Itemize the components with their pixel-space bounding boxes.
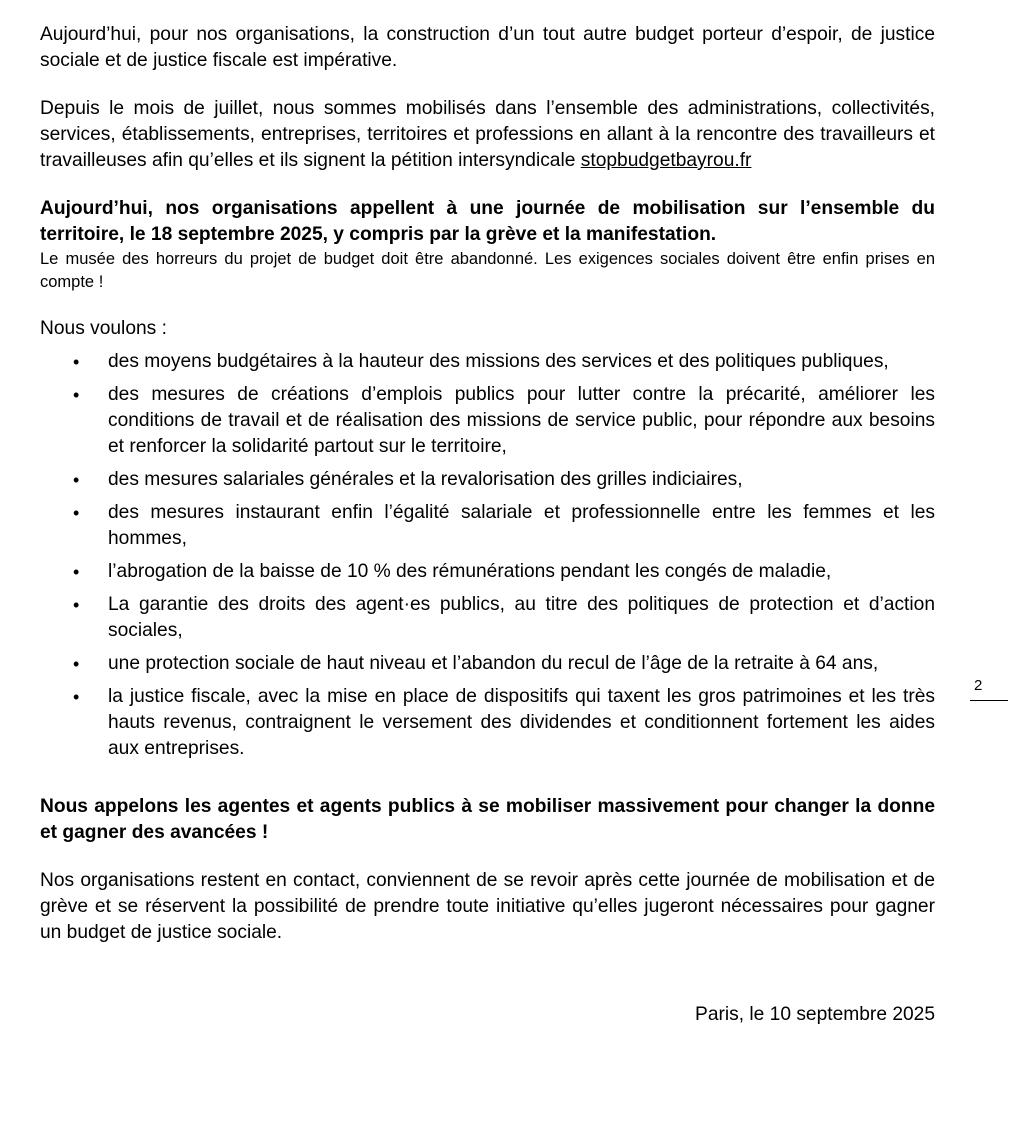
closing-paragraph: Nos organisations restent en contact, conviennent de se revoir après cette journée de mobilisation et de grève et se réservent la possibilité de prendre toute initiative qu’elles jugeront nécessaires pour gagner un budget de justice sociale. xyxy=(40,870,935,943)
bullet-icon: • xyxy=(73,687,80,707)
list-item-text: des mesures de créations d’emplois publics pour lutter contre la précarité, améliorer les conditions de travail et de réalisation des missions de service public, pour répondre aux besoins et renforcer la solidarité partout sur le territoire, xyxy=(108,384,935,457)
bullet-icon: • xyxy=(73,562,80,582)
list-item xyxy=(40,592,935,644)
demands-list xyxy=(40,349,935,762)
list-item xyxy=(40,349,935,375)
bullet-icon: • xyxy=(73,385,80,405)
petition-link[interactable]: stopbudgetbayrou.fr xyxy=(580,150,752,171)
bullet-icon: • xyxy=(73,595,80,615)
list-item xyxy=(40,467,935,493)
list-item xyxy=(40,559,935,585)
list-item-text: des moyens budgétaires à la hauteur des missions des services et des politiques publiques, xyxy=(108,351,889,372)
intro-paragraph: Aujourd’hui, pour nos organisations, la construction d’un tout autre budget porteur d’espoir, de justice sociale et de justice fiscale est impérative. xyxy=(40,24,935,71)
page-number: 2 xyxy=(974,677,983,694)
list-item-text: des mesures instaurant enfin l’égalité salariale et professionnelle entre les femmes et les hommes, xyxy=(108,502,935,549)
document-page xyxy=(40,22,935,1028)
bullet-icon: • xyxy=(73,470,80,490)
date-line: Paris, le 10 septembre 2025 xyxy=(695,1004,935,1025)
bullet-icon: • xyxy=(73,352,80,372)
bullet-icon: • xyxy=(73,654,80,674)
page-number-rule xyxy=(970,700,1008,701)
list-item-text: des mesures salariales générales et la revalorisation des grilles indiciaires, xyxy=(108,469,743,490)
list-item-text: La garantie des droits des agent·es publics, au titre des politiques de protection et d’action sociales, xyxy=(108,594,935,641)
list-item-text: une protection sociale de haut niveau et l’abandon du recul de l’âge de la retraite à 64 ans, xyxy=(108,653,879,674)
list-item-text: la justice fiscale, avec la mise en place de dispositifs qui taxent les gros patrimoines et les très hauts revenus, contraignent le versement des dividendes et conditionnent fortement les aides aux entreprises. xyxy=(108,686,935,759)
strike-call-heading: Aujourd’hui, nos organisations appellent à une journée de mobilisation sur l’ensemble du territoire, le 18 septembre 2025, y compris par la grève et la manifestation. xyxy=(40,198,935,245)
demands-intro: Nous voulons : xyxy=(40,318,167,339)
list-item xyxy=(40,684,935,762)
list-item xyxy=(40,651,935,677)
list-item xyxy=(40,382,935,460)
appeal-heading: Nous appelons les agentes et agents publics à se mobiliser massivement pour changer la donne et gagner des avancées ! xyxy=(40,796,935,843)
list-item xyxy=(40,500,935,552)
list-item-text: l’abrogation de la baisse de 10 % des rémunérations pendant les congés de maladie, xyxy=(108,561,832,582)
mobilization-paragraph xyxy=(40,96,935,174)
bullet-icon: • xyxy=(73,503,80,523)
strike-call-note: Le musée des horreurs du projet de budget doit être abandonné. Les exigences sociales doivent être enfin prises en compte ! xyxy=(40,250,935,291)
mobilization-text: Depuis le mois de juillet, nous sommes mobilisés dans l’ensemble des administrations, collectivités, services, établissements, entreprises, territoires et professions en allant à la rencontre des travailleurs et travailleuses afin qu’elles et ils signent la pétition intersyndicale xyxy=(40,98,935,171)
